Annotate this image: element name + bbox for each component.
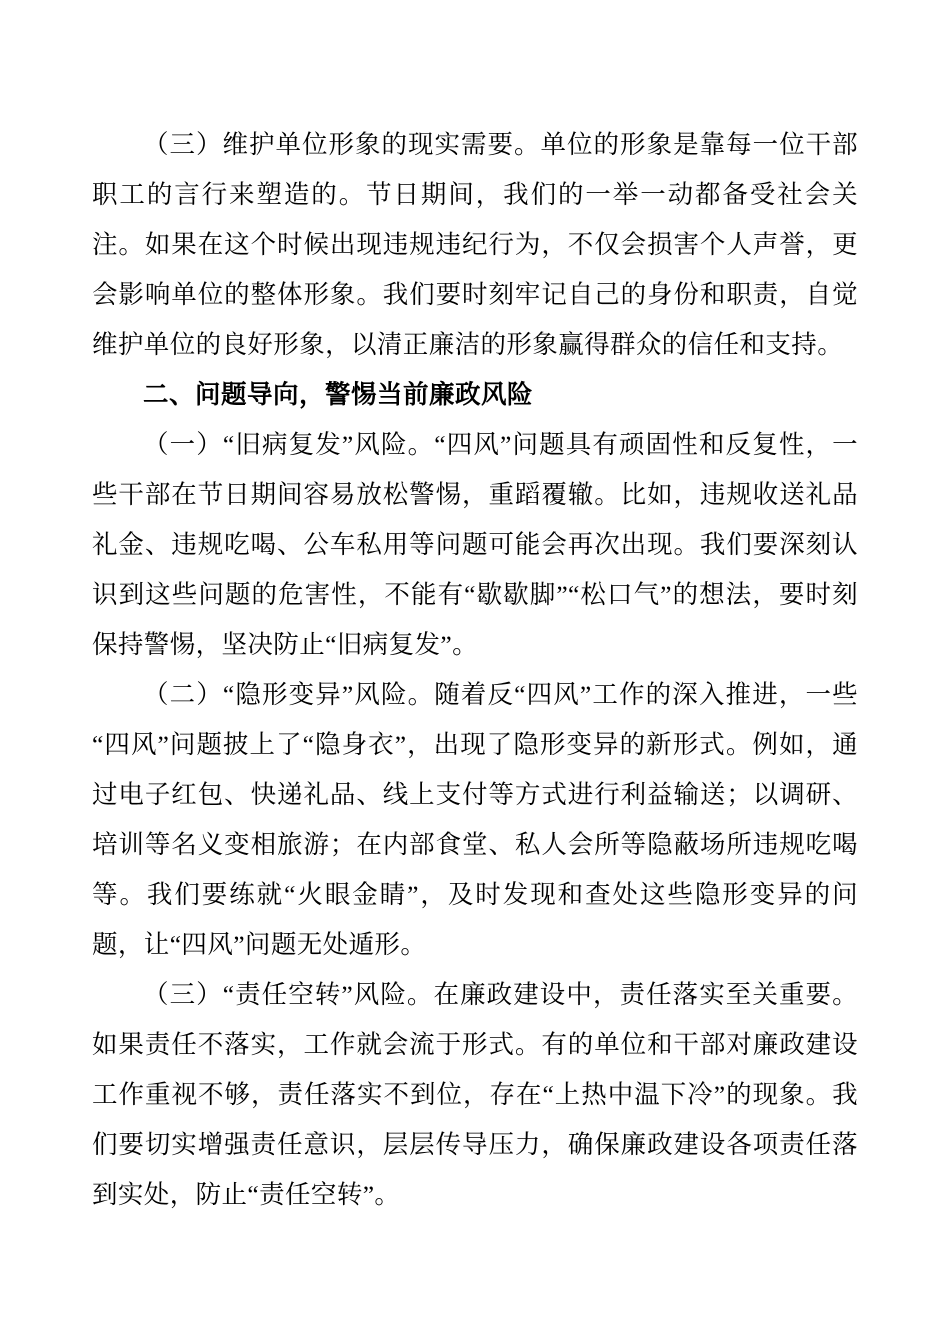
- document-body: [92, 120, 858, 1220]
- paragraph-risk-responsibility-idling: （三）“责任空转”风险。在廉政建设中，责任落实至关重要。如果责任不落实，工作就会流于形式。有的单位和干部对廉政建设工作重视不够，责任落实不到位，存在“上热中温下冷”的现象。我们要切实增强责任意识，层层传导压力，确保廉政建设各项责任落到实处，防止“责任空转”。: [92, 980, 858, 1209]
- paragraph-section-three-image: （三）维护单位形象的现实需要。单位的形象是靠每一位干部职工的言行来塑造的。节日期间，我们的一举一动都备受社会关注。如果在这个时候出现违规违纪行为，不仅会损害个人声誉，更会影响单位的整体形象。我们要时刻牢记自己的身份和职责，自觉维护单位的良好形象，以清正廉洁的形象赢得群众的信任和支持。: [92, 130, 858, 359]
- section-heading-two: 二、问题导向，警惕当前廉政风险: [143, 381, 534, 409]
- paragraph-risk-relapse: （一）“旧病复发”风险。“四风”问题具有顽固性和反复性，一些干部在节日期间容易放松警惕，重蹈覆辙。比如，违规收送礼品礼金、违规吃喝、公车私用等问题可能会再次出现。我们要深刻认识到这些问题的危害性，不能有“歇歇脚”“松口气”的想法，要时刻保持警惕，坚决防止“旧病复发”。: [92, 430, 858, 659]
- paragraph-risk-hidden-variation: （二）“隐形变异”风险。随着反“四风”工作的深入推进，一些“四风”问题披上了“隐身衣”，出现了隐形变异的新形式。例如，通过电子红包、快递礼品、线上支付等方式进行利益输送；以调研、培训等名义变相旅游；在内部食堂、私人会所等隐蔽场所违规吃喝等。我们要练就“火眼金睛”，及时发现和查处这些隐形变异的问题，让“四风”问题无处遁形。: [92, 680, 858, 959]
